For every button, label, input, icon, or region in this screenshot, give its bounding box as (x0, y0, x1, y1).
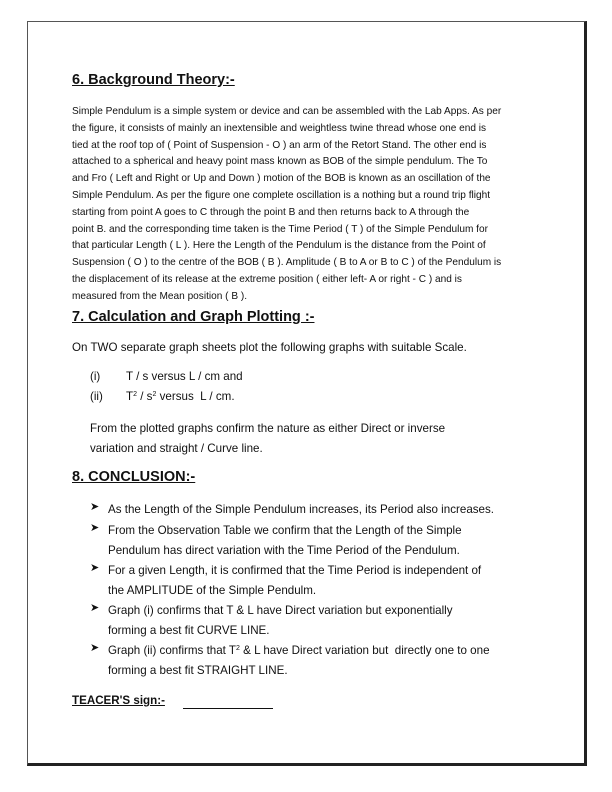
graph-conclusion-text (90, 419, 445, 459)
bullet-text: For a given Length, it is confirmed that the Time Period is independent of (108, 564, 482, 577)
text-line: the displacement of its release at the extreme position ( either left- A or right - C ) and is (72, 273, 462, 285)
text-line: Simple Pendulum is a simple system or device and can be assembled with the Lab Apps. As per (72, 106, 502, 117)
text-line: Suspension ( O ) to the centre of the BOB ( B ). Amplitude ( B to A or B to C ) of the Pendulum is (72, 257, 502, 269)
section-6-heading: 6. Background Theory:- (72, 72, 235, 88)
text-line: tied at the roof top of ( Point of Suspension - O ) an arm of the Retort Stand. The other end is (72, 139, 487, 151)
text-line: measured from the Mean position ( B ). (72, 290, 248, 302)
section-8-heading: 8. CONCLUSION:- (72, 469, 196, 485)
arrowhead-bullet-icon: ➤ (90, 522, 100, 534)
background-theory-paragraph (72, 104, 501, 306)
item-text: $T^2 / s^2$ versus L / cm. (126, 390, 235, 403)
teacher-sign-label: TEACER'S sign:- (72, 694, 165, 707)
text-line: point B. and the corresponding time taken is the Time Period ( T ) of the Simple Pendulum for (72, 223, 488, 235)
arrowhead-bullet-icon: ➤ (90, 642, 100, 654)
arrowhead-bullet-icon: ➤ (90, 501, 100, 513)
bullet-text: As the Length of the Simple Pendulum increases, its Period also increases. (108, 503, 495, 516)
arrowhead-bullet-icon: ➤ (90, 602, 100, 614)
bullet-text: Graph (i) confirms that T & L have Direct variation but exponentially (108, 604, 453, 617)
bullet-text: Graph (ii) confirms that $T^2$ & L have Direct variation but directly one to one (108, 644, 490, 657)
bullet-text: forming a best fit CURVE LINE. (108, 624, 270, 637)
text-line: From the plotted graphs confirm the nature as either Direct or inverse (90, 422, 446, 435)
bullet-text: From the Observation Table we confirm that the Length of the Simple (108, 524, 462, 537)
section-7-heading: 7. Calculation and Graph Plotting :- (72, 309, 315, 325)
graph-instructions: On TWO separate graph sheets plot the following graphs with suitable Scale. (72, 341, 467, 354)
bullet-text: forming a best fit STRAIGHT LINE. (108, 664, 288, 677)
arrowhead-bullet-icon: ➤ (90, 562, 100, 574)
item-number: (ii) (90, 390, 103, 403)
signature-line (183, 708, 273, 709)
text-line: and Fro ( Left and Right or Up and Down ) motion of the BOB is known as an oscillation of the (72, 173, 491, 185)
text-line: Simple Pendulum. As per the figure one complete oscillation is a nothing but a round trip flight (72, 189, 491, 201)
item-number: (i) (90, 370, 101, 383)
text-line: variation and straight / Curve line. (90, 442, 263, 455)
text-line: attached to a spherical and heavy point mass known as BOB of the simple pendulum. The To (72, 156, 488, 168)
bullet-text: the AMPLITUDE of the Simple Pendulm. (108, 584, 317, 597)
bullet-text: Pendulum has direct variation with the Time Period of the Pendulum. (108, 544, 460, 557)
text-line: starting from point A goes to C through the point B and then returns back to A through the (72, 206, 470, 218)
item-text: T / s versus L / cm and (126, 370, 243, 383)
text-line: that particular Length ( L ). Here the Length of the Pendulum is the distance from the Point of (72, 240, 486, 252)
text-line: the figure, it consists of mainly an inextensible and weightless twine thread whose one end is (72, 122, 487, 134)
